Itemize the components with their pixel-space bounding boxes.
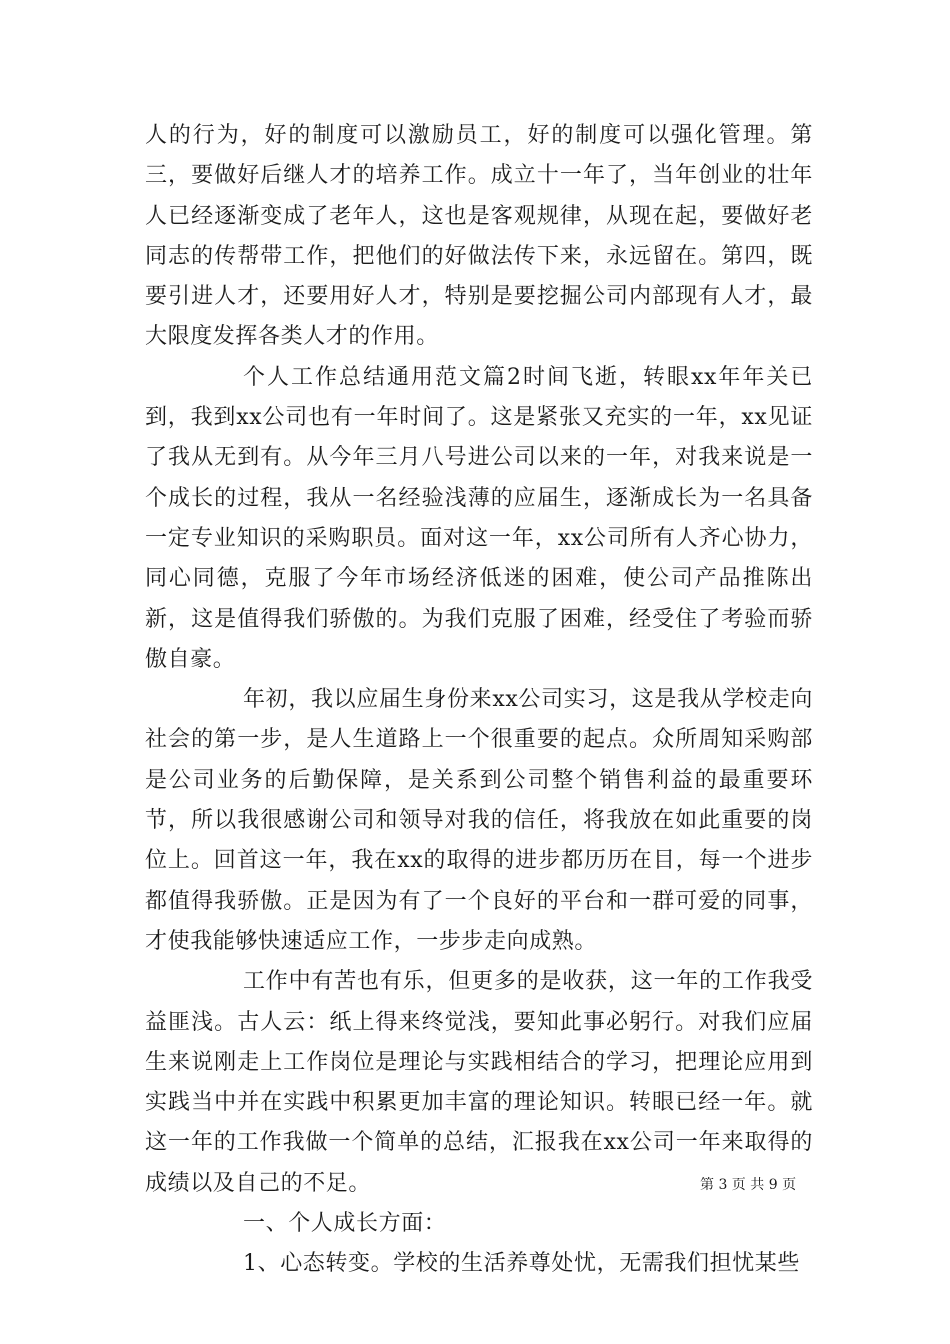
document-body <box>145 116 813 1285</box>
section-heading: 一、个人成长方面： <box>243 1211 447 1237</box>
paragraph-3: 年初，我以应届生身份来xx公司实习，这是我从学校走向社会的第一步，是人生道路上一个很重要的起点。众所周知采购部是公司业务的后勤保障，是关系到公司整个销售利益的最重要环节，所以我很感谢公司和领导对我的信任，将我放在如此重要的岗位上。回首这一年，我在xx的取得的进步都历历在目，每一个进步都值得我骄傲。正是因为有了一个良好的平台和一群可爱的同事，才使我能够快速适应工作，一步步走向成熟。 <box>145 687 813 954</box>
paragraph-1: 人的行为，好的制度可以激励员工，好的制度可以强化管理。第三，要做好后继人才的培养工作。成立十一年了，当年创业的壮年人已经逐渐变成了老年人，这也是客观规律，从现在起，要做好老同志的传帮带工作，把他们的好做法传下来，永远留在。第四，既要引进人才，还要用好人才，特别是要挖掘公司内部现有人才，最大限度发挥各类人才的作用。 <box>145 123 813 350</box>
paragraph-4: 工作中有苦也有乐，但更多的是收获，这一年的工作我受益匪浅。古人云：纸上得来终觉浅，要知此事必躬行。对我们应届生来说刚走上工作岗位是理论与实践相结合的学习，把理论应用到实践当中并在实践中积累更加丰富的理论知识。转眼已经一年。就这一年的工作我做一个简单的总结，汇报我在xx公司一年来取得的成绩以及自己的不足。 <box>145 969 813 1196</box>
paragraph-2: 个人工作总结通用范文篇2时间飞逝，转眼xx年年关已到，我到xx公司也有一年时间了。这是紧张又充实的一年，xx见证了我从无到有。从今年三月八号进公司以来的一年，对我来说是一个成长的过程，我从一名经验浅薄的应届生，逐渐成长为一名具备一定专业知识的采购职员。面对这一年，xx公司所有人齐心协力，同心同德，克服了今年市场经济低迷的困难，使公司产品推陈出新，这是值得我们骄傲的。为我们克服了困难，经受住了考验而骄傲自豪。 <box>145 364 813 672</box>
page-number: 第 3 页 共 9 页 <box>700 1177 797 1193</box>
paragraph-5: 1、心态转变。学校的生活养尊处忧，无需我们担忧某些 <box>243 1251 800 1277</box>
